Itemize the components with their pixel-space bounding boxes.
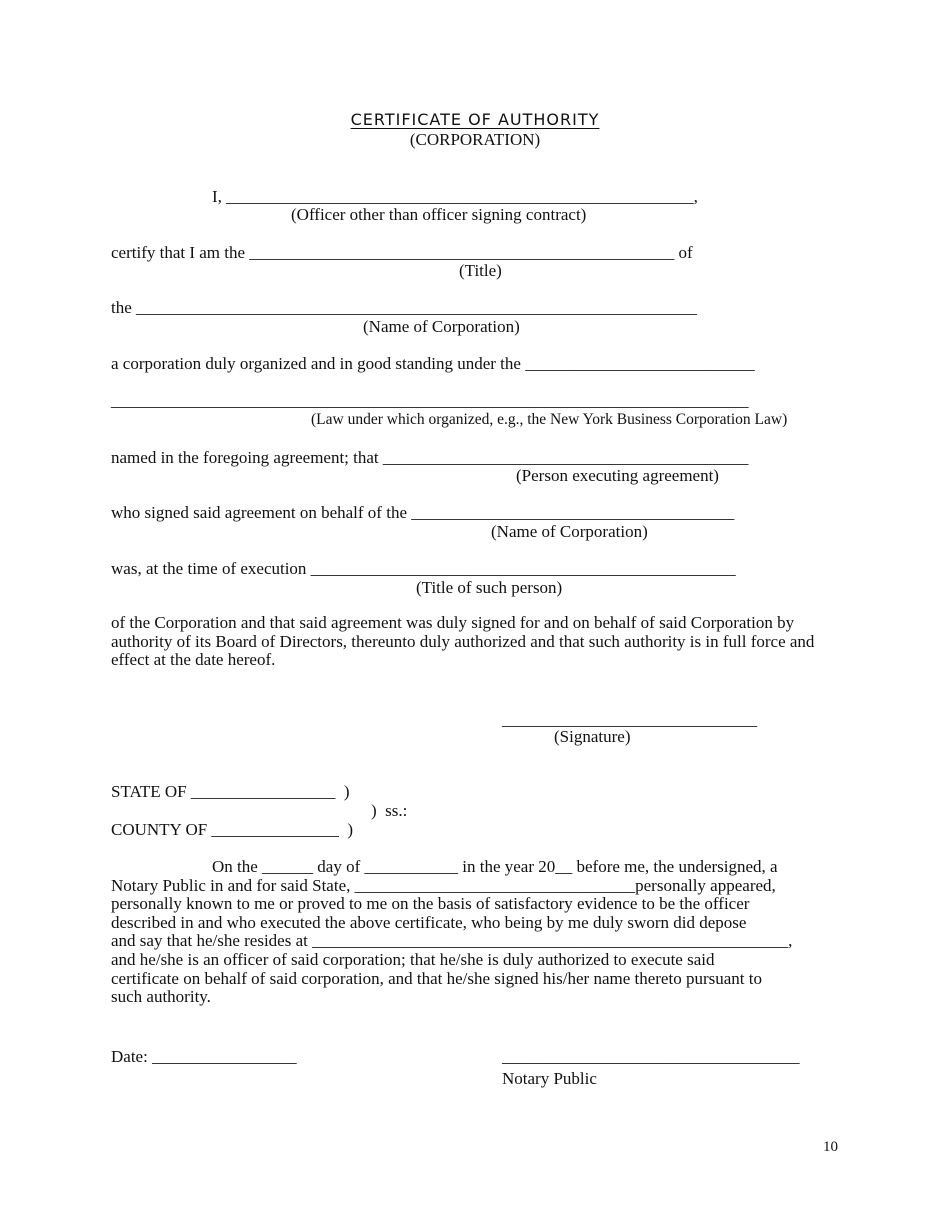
person-line: named in the foregoing agreement; that ___________________________________________ (111, 448, 749, 467)
notary-line-3: personally known to me or proved to me on the basis of satisfactory evidence to be the officer (111, 894, 750, 913)
notary-public-caption: Notary Public (502, 1069, 597, 1088)
signature-line: ______________________________ (502, 710, 757, 729)
notary-line-4: described in and who executed the above certificate, who being by me duly sworn did depose (111, 913, 747, 932)
officer-caption: (Officer other than officer signing contract) (291, 205, 587, 224)
corporation-caption: (Name of Corporation) (363, 317, 520, 336)
title-line: certify that I am the __________________________________________________ of (111, 243, 693, 262)
document-subtitle: (CORPORATION) (409, 130, 541, 149)
person-caption: (Person executing agreement) (516, 466, 719, 485)
corporation-line: the __________________________________________________________________ (111, 298, 698, 317)
document-title: CERTIFICATE OF AUTHORITY (350, 110, 600, 129)
page-number: 10 (823, 1139, 838, 1155)
notary-line-8: such authority. (111, 987, 211, 1006)
title-caption: (Title) (459, 261, 502, 280)
law-caption: (Law under which organized, e.g., the New York Business Corporation Law) (311, 411, 788, 428)
notary-line-5: and say that he/she resides at ________________________________________________________, (111, 931, 793, 950)
ss-marker: ) ss.: (371, 801, 408, 820)
law-line-2: ___________________________________________________________________________ (111, 391, 749, 410)
signature-caption: (Signature) (554, 727, 631, 746)
date-line: Date: _________________ (111, 1047, 297, 1066)
behalf-line: who signed said agreement on behalf of the ______________________________________ (111, 503, 735, 522)
notary-line-1: On the ______ day of ___________ in the year 20__ before me, the undersigned, a (212, 857, 778, 876)
notary-signature-line: ___________________________________ (502, 1047, 800, 1066)
authority-paragraph: of the Corporation and that said agreement was duly signed for and on behalf of said Corporation by authority of its Board of Directors, thereunto duly authorized and that such authority is in full force and effect at the date hereof. (111, 613, 815, 669)
notary-line-2: Notary Public in and for said State, _________________________________personally appeared, (111, 876, 776, 895)
execution-line: was, at the time of execution __________________________________________________ (111, 559, 736, 578)
behalf-caption: (Name of Corporation) (491, 522, 648, 541)
law-line-1: a corporation duly organized and in good standing under the ___________________________ (111, 354, 755, 373)
officer-line: I, _______________________________________________________, (212, 187, 698, 206)
state-of-line: STATE OF _________________ ) (111, 782, 350, 801)
notary-line-6: and he/she is an officer of said corporation; that he/she is duly authorized to execute said (111, 950, 715, 969)
notary-line-7: certificate on behalf of said corporation, and that he/she signed his/her name thereto pursuant to (111, 969, 762, 988)
county-of-line: COUNTY OF _______________ ) (111, 820, 354, 839)
execution-caption: (Title of such person) (416, 578, 563, 597)
